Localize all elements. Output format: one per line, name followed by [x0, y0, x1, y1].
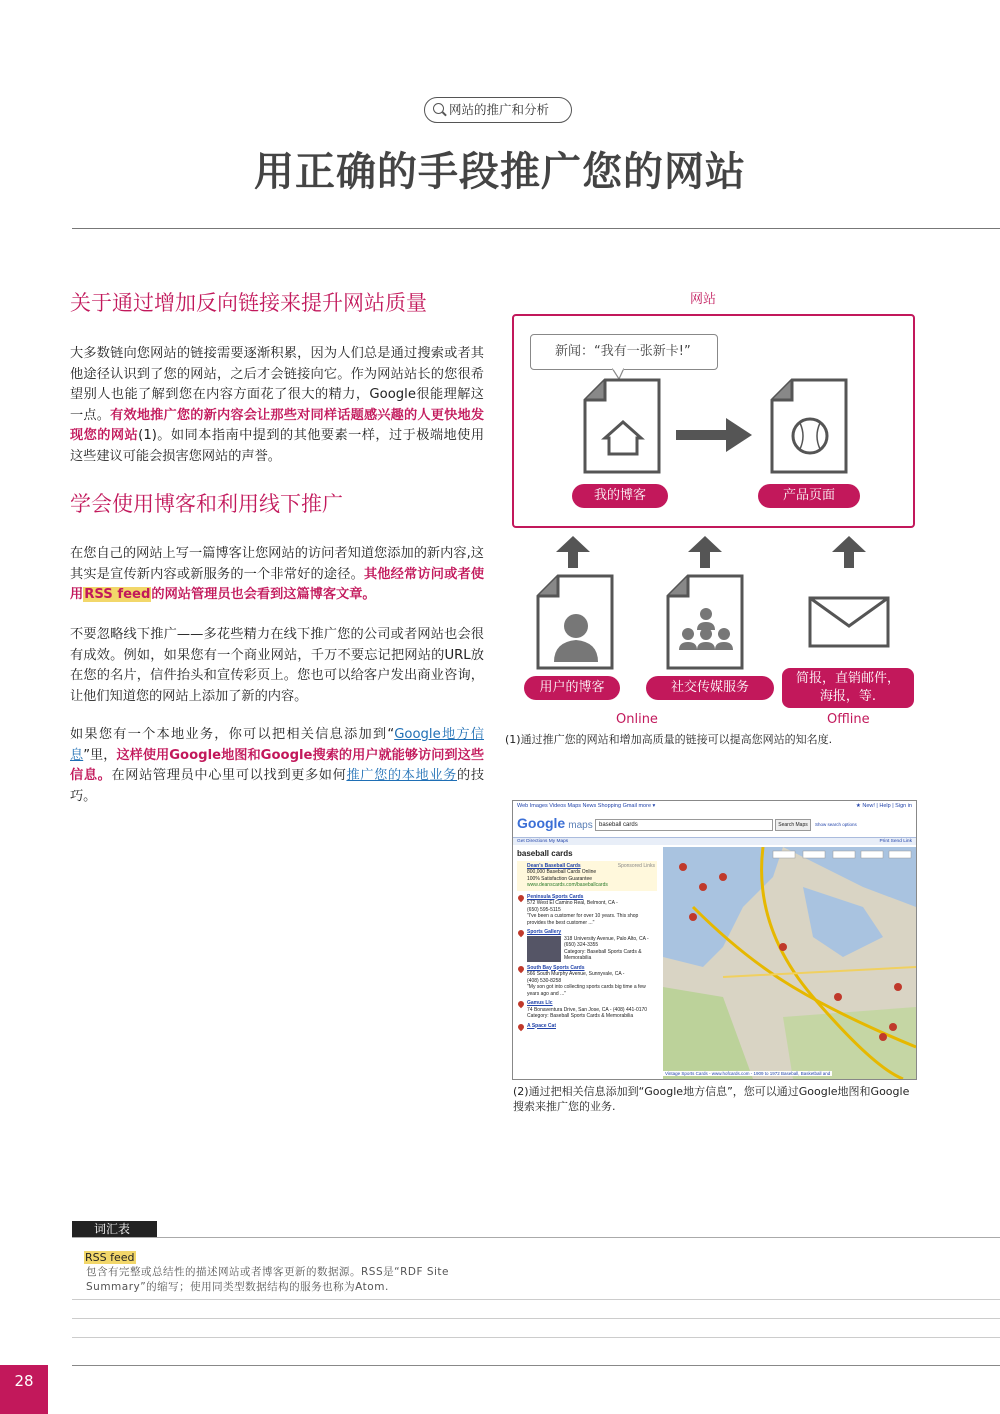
- paragraph-local-business: [70, 725, 484, 807]
- highlight-text: 这样使用Google地图和Google搜索的用户就能够访问到这些信息。: [70, 747, 485, 783]
- user-icon: [564, 614, 588, 638]
- ad-title[interactable]: Dean's Baseball Cards: [527, 862, 581, 869]
- page-title: 用正确的手段推广您的网站: [254, 149, 746, 195]
- google-places-link[interactable]: Google地方信息: [70, 727, 484, 763]
- results-list: [517, 851, 657, 1032]
- query-title: baseball cards: [517, 849, 573, 858]
- result-photo: [527, 936, 561, 962]
- product-document-icon: [770, 378, 848, 474]
- result-title[interactable]: South Bay Sports Cards: [527, 964, 585, 971]
- search-options-link[interactable]: Show search options: [815, 822, 857, 827]
- user-blog-document-icon: [536, 574, 614, 670]
- logo-sub: maps: [568, 820, 593, 831]
- glossary-term: RSS feed: [85, 1251, 135, 1264]
- maps-toolbar: [513, 837, 917, 845]
- sponsored-result[interactable]: [517, 861, 657, 891]
- google-nav-right: ★ New! | Help | Sign in: [855, 803, 912, 809]
- arrow-right-icon: [676, 418, 752, 452]
- result-line: Category: Baseball Sports Cards & Memorabilia: [527, 1013, 634, 1019]
- result-line: 74 Bonaventura Drive, San Jose, CA - (408) 441-0170: [527, 1006, 648, 1013]
- result-line: "I've been a customer for over 10 years. This shop provides the best customer ...": [527, 913, 639, 926]
- text: 的技巧。: [70, 768, 485, 804]
- paragraph-blog: [70, 544, 484, 606]
- arrow-up-icon: [832, 536, 866, 568]
- glossary-line: [72, 1299, 1000, 1300]
- search-maps-button[interactable]: Search Maps: [775, 819, 811, 831]
- news-bubble: 新闻：“我有一张新卡!”: [530, 334, 718, 370]
- list-item[interactable]: [517, 894, 657, 927]
- text: (1)。如同本指南中提到的其他要素一样，过于极端地使用这些建议可能会损害您网站的声誉。: [70, 428, 485, 464]
- glossary-line: [72, 1318, 1000, 1319]
- result-title[interactable]: Peninsula Sports Cards: [527, 893, 584, 900]
- result-title[interactable]: Gamus Llc: [527, 1000, 553, 1006]
- offline-tag-line2: 海报，等.: [819, 689, 877, 704]
- result-title[interactable]: Sports Gallery: [527, 929, 562, 935]
- blog-document-icon: [583, 378, 661, 474]
- highlight-text: 的网站管理员也会看到这篇博客文章。: [151, 587, 376, 602]
- paragraph-offline: 不要忽略线下推广——多花些精力在线下推广您的公司或者网站也会很有成效。例如，如果您有一个商业网站，千万不要忘记把网站的URL放在您的名片，信件抬头和宣传彩页上。您也可以给客户发出商业咨询，让他们知道您的网站上添加了新的内容。: [70, 627, 484, 704]
- result-line: 566 South Murphy Avenue, Sunnyvale, CA -: [527, 971, 625, 977]
- title-divider: [72, 228, 1000, 229]
- maps-caption: (2)通过把相关信息添加到“Google地方信息”，您可以通过Google地图和Google搜索来推广您的业务.: [513, 1085, 910, 1113]
- search-icon: [433, 103, 444, 114]
- offline-tag: [782, 668, 914, 708]
- result-line: Category: Baseball Sports Cards & Memorabilia: [564, 948, 642, 961]
- print-send-links[interactable]: Print Send Link: [879, 839, 912, 844]
- section-heading-backlinks: 关于通过增加反向链接来提升网站质量: [70, 291, 427, 315]
- local-business-link[interactable]: 推广您的本地业务: [346, 768, 458, 783]
- text: 在您自己的网站上写一篇博客让您网站的访问者知道您添加的新内容,这其实是宣传新内容或新服务的一个非常好的途径。: [70, 546, 484, 582]
- glossary-label: 词汇表: [72, 1221, 157, 1238]
- online-label: Online: [616, 712, 658, 727]
- google-maps-logo: [517, 815, 593, 831]
- directions-links[interactable]: Get Directions My Maps: [517, 839, 569, 844]
- my-blog-tag: 我的博客: [572, 484, 668, 508]
- offline-tag-line1: 简报，直销邮件，: [795, 671, 900, 686]
- section-tag: [424, 97, 572, 123]
- product-page-tag: 产品页面: [758, 484, 860, 508]
- list-item[interactable]: [517, 1023, 657, 1030]
- text: ”里，: [83, 747, 117, 763]
- map-footer-ad[interactable]: Vintage Sports Cards - www.hofcards.com - 1909 to 1972 Baseball, Basketball and: [665, 1071, 831, 1076]
- website-label: 网站: [690, 292, 717, 307]
- result-title[interactable]: A Space Cat: [527, 1022, 556, 1029]
- result-line: (650) 595-5115: [527, 906, 561, 913]
- arrow-up-icon: [556, 536, 590, 568]
- user-blog-tag: 用户的博客: [524, 676, 620, 700]
- result-line: 572 West El Camino Real, Belmont, CA -: [527, 900, 618, 906]
- result-line: (408) 530-8258: [527, 977, 562, 984]
- map-view[interactable]: [663, 847, 916, 1079]
- list-item[interactable]: [517, 929, 657, 962]
- result-line: 318 University Avenue, Palo Alto, CA -: [564, 935, 649, 942]
- page-number: 28: [0, 1365, 48, 1414]
- glossary-bottom-rule: [72, 1365, 1000, 1366]
- google-nav: Web Images Videos Maps News Shopping Gmail more ▾: [517, 803, 656, 809]
- glossary-line: [72, 1337, 1000, 1338]
- text: 大多数链向您网站的链接需要逐渐积累，因为人们总是通过搜索或者其他途径认识到了您的网站，之后才会链接向它。作为网站站长的您很希望别人也能了解到您在内容方面花了很大的精力，Google很能理解这一点。: [70, 346, 484, 423]
- highlight-text: 有效地推广您的新内容会让那些对同样话题感兴趣的人更快地发现您的网站: [70, 407, 485, 443]
- result-line: (650) 324-3355: [564, 942, 599, 948]
- google-maps-screenshot: [512, 800, 917, 1080]
- arrow-up-icon: [688, 536, 722, 568]
- text: 在网站管理员中心里可以找到更多如何: [111, 768, 347, 783]
- maps-search-input[interactable]: baseball cards: [595, 819, 773, 831]
- rss-feed-term: RSS feed: [84, 587, 151, 602]
- diagram-caption: (1)通过推广您的网站和增加高质量的链接可以提高您网站的知名度.: [505, 733, 833, 746]
- sponsored-label: Sponsored Links: [617, 862, 655, 869]
- social-document-icon: [666, 574, 744, 670]
- ad-line: 800,000 Baseball Cards Online: [527, 869, 597, 875]
- list-item[interactable]: [517, 1000, 657, 1020]
- result-line: "My son got into collecting sports cards big time a few years ago and ...": [527, 984, 646, 997]
- list-item[interactable]: [517, 965, 657, 998]
- highlight-text: 其他经常访问或者使用: [70, 566, 485, 602]
- ad-line: 100% Satisfaction Guarantee: [527, 875, 593, 882]
- logo-main: Google: [517, 815, 566, 831]
- glossary-definition: 包含有完整或总结性的描述网站或者博客更新的数据源。RSS是“RDF Site Summary”的缩写；使用同类型数据结构的服务也称为Atom.: [86, 1266, 449, 1293]
- section-heading-blog-offline: 学会使用博客和利用线下推广: [70, 492, 343, 516]
- glossary-rule: [72, 1237, 1000, 1238]
- section-tag-label: 网站的推广和分析: [449, 102, 550, 117]
- text: 如果您有一个本地业务，你可以把相关信息添加到“: [70, 727, 395, 742]
- social-media-tag: 社交传媒服务: [646, 676, 774, 700]
- ad-url: www.deanscards.com/baseballcards: [527, 882, 608, 888]
- paragraph-backlinks: [70, 344, 484, 467]
- mail-envelope-icon: [808, 596, 890, 648]
- offline-label: Offline: [827, 712, 870, 727]
